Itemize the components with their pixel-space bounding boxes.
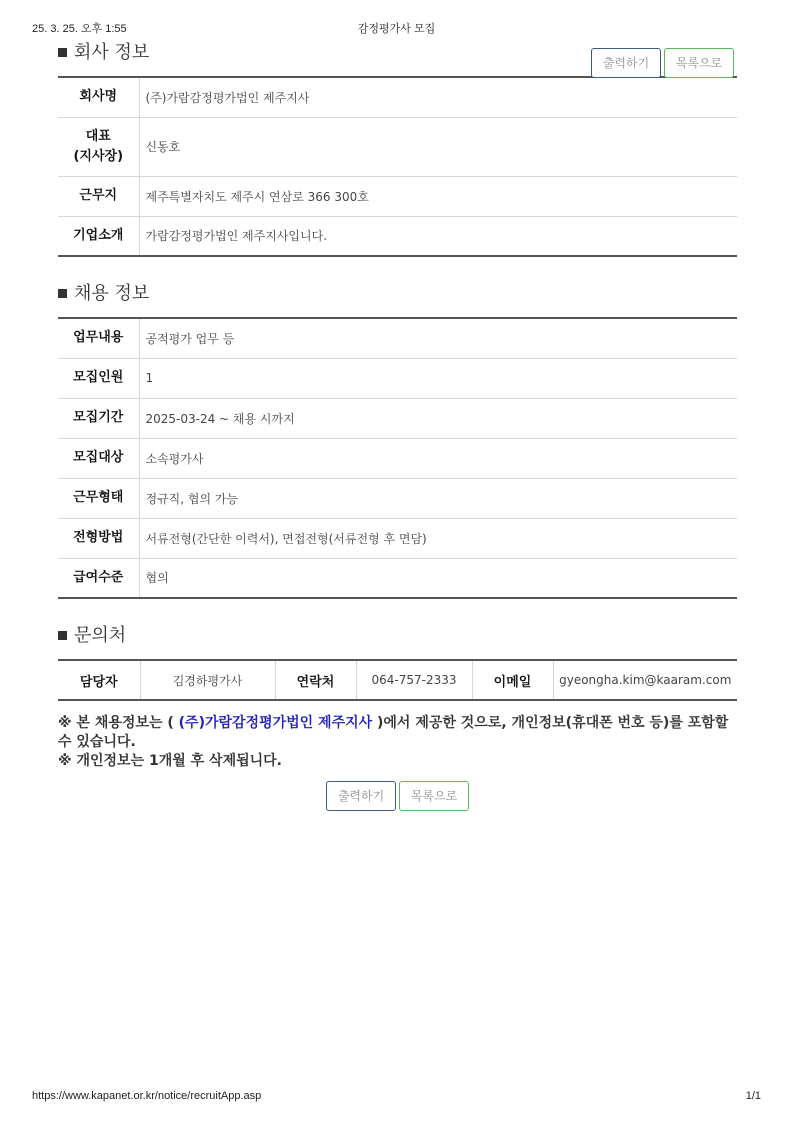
top-button-group	[591, 48, 734, 78]
job-duties-value: 공적평가 업무 등	[139, 318, 737, 358]
square-bullet-icon	[58, 631, 67, 640]
headcount-value: 1	[139, 358, 737, 398]
table-row	[58, 216, 737, 256]
contact-person-value: 김경하평가사	[140, 660, 275, 700]
privacy-notice	[58, 714, 737, 771]
company-info-table	[58, 76, 737, 257]
table-row	[58, 77, 737, 117]
company-name-value: (주)가람감정평가법인 제주지사	[139, 77, 737, 117]
job-duties-label: 업무내용	[58, 318, 139, 358]
table-row	[58, 558, 737, 598]
company-info-header	[58, 40, 737, 76]
headcount-label: 모집인원	[58, 358, 139, 398]
company-info-title-text: 회사 정보	[74, 42, 150, 63]
company-intro-label: 기업소개	[58, 216, 139, 256]
workplace-value: 제주특별자치도 제주시 연삼로 366 300호	[139, 176, 737, 216]
contact-phone-value: 064-757-2333	[356, 660, 472, 700]
company-intro-value: 가람감정평가법인 제주지사입니다.	[145, 229, 328, 244]
notice-suffix: )에서 제공한 것으로, 개인정보(휴대폰 번호 등)를 포함할 수 있습니다.	[58, 715, 729, 750]
contact-info-title-text: 문의처	[74, 625, 127, 646]
table-row	[58, 117, 737, 176]
table-row	[58, 518, 737, 558]
recruit-period-label: 모집기간	[58, 398, 139, 438]
print-page-title: 감정평가사 모집	[357, 23, 436, 35]
table-row	[58, 660, 737, 700]
print-page-number: 1/1	[745, 1090, 761, 1102]
table-row	[58, 478, 737, 518]
table-row	[58, 176, 737, 216]
employment-type-label: 근무형태	[58, 478, 139, 518]
notice-line-2: ※ 개인정보는 1개월 후 삭제됩니다.	[58, 753, 282, 769]
list-button[interactable]: 목록으로	[664, 48, 734, 78]
target-value: 소속평가사	[139, 438, 737, 478]
recruit-info-header	[58, 281, 737, 317]
print-header	[32, 20, 761, 36]
salary-value: 협의	[145, 571, 169, 586]
contact-email-value: gyeongha.kim@kaaram.com	[559, 673, 732, 687]
contact-email-label: 이메일	[472, 660, 553, 700]
square-bullet-icon	[58, 289, 67, 298]
employment-type-value: 정규직, 협의 가능	[139, 478, 737, 518]
list-button-bottom[interactable]: 목록으로	[399, 781, 469, 811]
notice-line-1	[58, 714, 737, 752]
print-datetime: 25. 3. 25. 오후 1:55	[32, 23, 127, 35]
table-row	[58, 358, 737, 398]
bottom-button-group	[58, 781, 737, 811]
selection-method-label: 전형방법	[58, 518, 139, 558]
square-bullet-icon	[58, 48, 67, 57]
table-row	[58, 398, 737, 438]
contact-phone-label: 연락처	[275, 660, 356, 700]
contact-person-label: 담당자	[58, 660, 140, 700]
recruit-info-title-text: 채용 정보	[74, 283, 150, 304]
salary-label: 급여수준	[58, 558, 139, 598]
main-content	[58, 40, 737, 811]
company-info-title	[58, 38, 149, 64]
print-footer	[32, 1090, 761, 1106]
print-button-bottom[interactable]: 출력하기	[326, 781, 396, 811]
contact-info-title	[58, 621, 126, 647]
recruit-info-table	[58, 317, 737, 599]
contact-info-table	[58, 659, 737, 701]
target-label: 모집대상	[58, 438, 139, 478]
table-row	[58, 318, 737, 358]
table-row	[58, 438, 737, 478]
company-name-label: 회사명	[58, 77, 139, 117]
print-url: https://www.kapanet.or.kr/notice/recruitApp.asp	[32, 1090, 262, 1102]
representative-value: 신동호	[139, 117, 737, 176]
workplace-label: 근무지	[58, 176, 139, 216]
recruit-info-title	[58, 279, 149, 305]
notice-company-name: (주)가람감정평가법인 제주지사	[178, 715, 373, 731]
contact-info-header	[58, 623, 737, 659]
representative-label: 대표 (지사장)	[58, 117, 139, 176]
notice-prefix: ※ 본 채용정보는 (	[58, 715, 179, 731]
recruit-period-value: 2025-03-24 ~ 채용 시까지	[139, 398, 737, 438]
selection-method-value: 서류전형(간단한 이력서), 면접전형(서류전형 후 면담)	[139, 518, 737, 558]
print-button[interactable]: 출력하기	[591, 48, 661, 78]
